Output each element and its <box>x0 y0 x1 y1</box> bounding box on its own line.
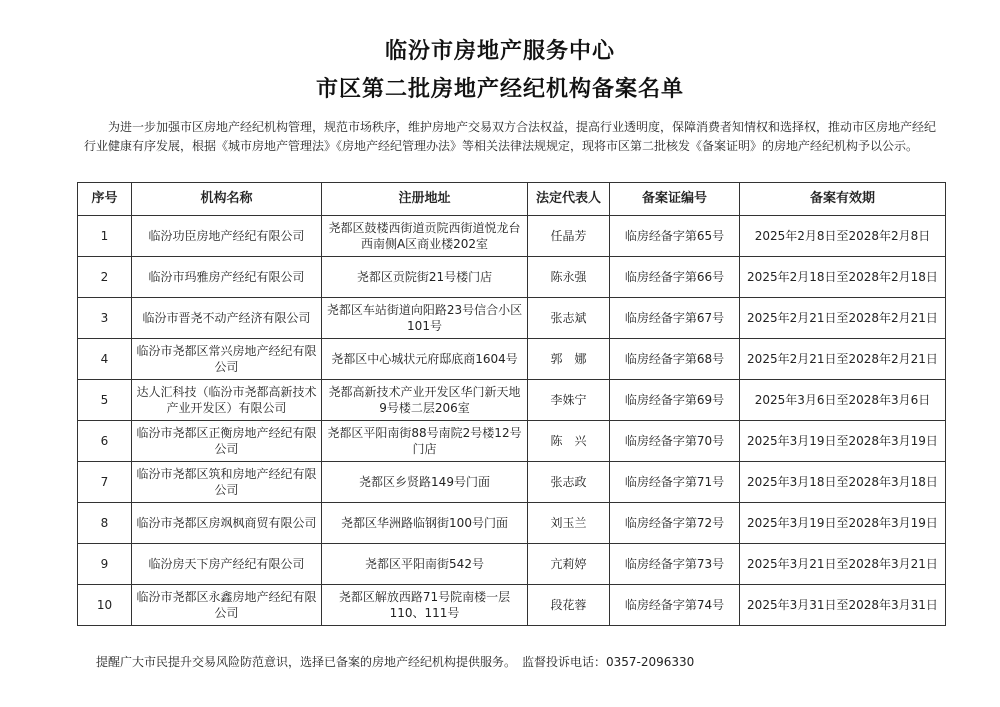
table-row <box>78 462 946 503</box>
cell-rep: 亢莉婷 <box>528 544 610 585</box>
cell-validity: 2025年3月6日至2028年3月6日 <box>740 380 946 421</box>
header-rep: 法定代表人 <box>528 183 610 216</box>
cell-rep: 陈永强 <box>528 257 610 298</box>
footer-notice: 提醒广大市民提升交易风险防范意识，选择已备案的房地产经纪机构提供服务。 监督投诉电话：0357-2096330 <box>96 655 695 669</box>
header-cert: 备案证编号 <box>610 183 740 216</box>
header-name: 机构名称 <box>132 183 322 216</box>
cell-rep: 郭 娜 <box>528 339 610 380</box>
table-row <box>78 257 946 298</box>
cell-rep: 陈 兴 <box>528 421 610 462</box>
cell-rep: 任晶芳 <box>528 216 610 257</box>
table-row <box>78 503 946 544</box>
cell-validity: 2025年3月31日至2028年3月31日 <box>740 585 946 626</box>
cell-validity: 2025年2月18日至2028年2月18日 <box>740 257 946 298</box>
cell-no: 10 <box>78 585 132 626</box>
cell-no: 4 <box>78 339 132 380</box>
table-row <box>78 216 946 257</box>
cell-rep: 张志斌 <box>528 298 610 339</box>
table-row <box>78 585 946 626</box>
cell-name: 临汾市尧都区常兴房地产经纪有限公司 <box>132 339 322 380</box>
table-row <box>78 544 946 585</box>
cell-cert: 临房经备字第66号 <box>610 257 740 298</box>
cell-name: 临汾市尧都区筑和房地产经纪有限公司 <box>132 462 322 503</box>
cell-no: 8 <box>78 503 132 544</box>
cell-validity: 2025年3月19日至2028年3月19日 <box>740 421 946 462</box>
cell-name: 临汾功臣房地产经纪有限公司 <box>132 216 322 257</box>
cell-cert: 临房经备字第73号 <box>610 544 740 585</box>
cell-cert: 临房经备字第67号 <box>610 298 740 339</box>
cell-name: 临汾市晋尧不动产经济有限公司 <box>132 298 322 339</box>
document-title: 临汾市房地产服务中心 <box>384 39 615 64</box>
table-header-row <box>78 183 946 216</box>
cell-address: 尧都区贡院街21号楼门店 <box>322 257 528 298</box>
cell-rep: 李姝宁 <box>528 380 610 421</box>
cell-name: 达人汇科技（临汾市尧都高新技术产业开发区）有限公司 <box>132 380 322 421</box>
registration-table <box>77 182 946 626</box>
table-row <box>78 380 946 421</box>
cell-cert: 临房经备字第74号 <box>610 585 740 626</box>
cell-cert: 临房经备字第69号 <box>610 380 740 421</box>
cell-cert: 临房经备字第68号 <box>610 339 740 380</box>
cell-cert: 临房经备字第65号 <box>610 216 740 257</box>
cell-address: 尧都区乡贤路149号门面 <box>322 462 528 503</box>
header-no: 序号 <box>78 183 132 216</box>
cell-validity: 2025年3月19日至2028年3月19日 <box>740 503 946 544</box>
cell-no: 9 <box>78 544 132 585</box>
cell-validity: 2025年3月18日至2028年3月18日 <box>740 462 946 503</box>
cell-address: 尧都区鼓楼西街道贡院西街道悦龙台西南侧A区商业楼202室 <box>322 216 528 257</box>
cell-address: 尧都高新技术产业开发区华门新天地9号楼二层206室 <box>322 380 528 421</box>
cell-rep: 张志政 <box>528 462 610 503</box>
cell-validity: 2025年2月8日至2028年2月8日 <box>740 216 946 257</box>
cell-no: 6 <box>78 421 132 462</box>
cell-name: 临汾房天下房产经纪有限公司 <box>132 544 322 585</box>
table-row <box>78 339 946 380</box>
cell-address: 尧都区平阳南街88号南院2号楼12号门店 <box>322 421 528 462</box>
table-row <box>78 421 946 462</box>
cell-validity: 2025年2月21日至2028年2月21日 <box>740 339 946 380</box>
intro-paragraph: 为进一步加强市区房地产经纪机构管理，规范市场秩序，维护房地产交易双方合法权益，提高行业透明度，保障消费者知情权和选择权，推动市区房地产经纪行业健康有序发展，根据《城市房地产管理法》《房地产经纪管理办法》等相关法律法规规定，现将市区第二批核发《备案证明》的房地产经纪机构予以公示。 <box>84 120 937 153</box>
cell-name: 临汾市尧都区永鑫房地产经纪有限公司 <box>132 585 322 626</box>
cell-no: 7 <box>78 462 132 503</box>
cell-address: 尧都区解放西路71号院南楼一层110、111号 <box>322 585 528 626</box>
cell-name: 临汾市玛雅房产经纪有限公司 <box>132 257 322 298</box>
cell-validity: 2025年2月21日至2028年2月21日 <box>740 298 946 339</box>
table-row <box>78 298 946 339</box>
cell-cert: 临房经备字第70号 <box>610 421 740 462</box>
cell-address: 尧都区平阳南街542号 <box>322 544 528 585</box>
cell-validity: 2025年3月21日至2028年3月21日 <box>740 544 946 585</box>
cell-name: 临汾市尧都区正衡房地产经纪有限公司 <box>132 421 322 462</box>
cell-no: 1 <box>78 216 132 257</box>
cell-no: 3 <box>78 298 132 339</box>
header-address: 注册地址 <box>322 183 528 216</box>
cell-no: 5 <box>78 380 132 421</box>
cell-no: 2 <box>78 257 132 298</box>
cell-cert: 临房经备字第71号 <box>610 462 740 503</box>
cell-address: 尧都区中心城状元府邸底商1604号 <box>322 339 528 380</box>
header-validity: 备案有效期 <box>740 183 946 216</box>
cell-rep: 刘玉兰 <box>528 503 610 544</box>
cell-address: 尧都区华洲路临钢街100号门面 <box>322 503 528 544</box>
cell-address: 尧都区车站街道向阳路23号信合小区101号 <box>322 298 528 339</box>
document-subtitle: 市区第二批房地产经纪机构备案名单 <box>315 77 684 102</box>
cell-name: 临汾市尧都区房飒枫商贸有限公司 <box>132 503 322 544</box>
cell-rep: 段花蓉 <box>528 585 610 626</box>
cell-cert: 临房经备字第72号 <box>610 503 740 544</box>
